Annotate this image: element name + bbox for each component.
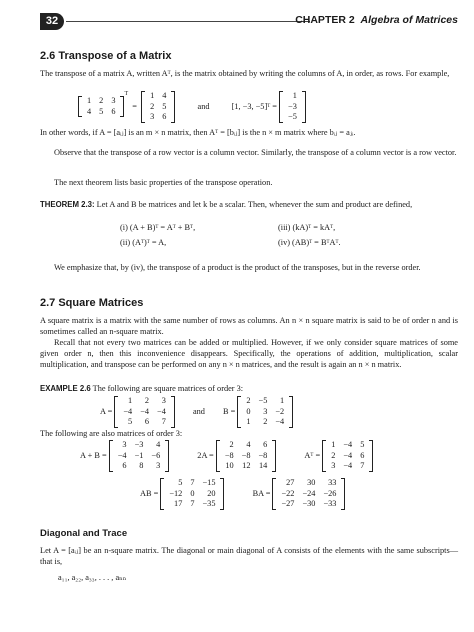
matrix-cell: 2 <box>263 417 268 426</box>
matrix-cell: −33 <box>323 499 337 508</box>
matrix-cell: 6 <box>144 417 150 426</box>
matrix-cell: −30 <box>302 499 316 508</box>
theorem-prop-iv: (iv) (AB)ᵀ = BᵀAᵀ. <box>278 238 341 247</box>
example-and: and <box>197 102 210 112</box>
section-title-2-7: 2.7 Square Matrices <box>40 297 144 309</box>
matrix-cell: 2 <box>229 440 234 449</box>
label-and: and <box>192 407 205 417</box>
matrix-cell: −8 <box>258 450 268 460</box>
matrix-cell: −8 <box>241 450 251 460</box>
theorem-2-3 <box>40 199 458 210</box>
matrix-cell: 0 <box>190 488 195 498</box>
matrix-cell: 14 <box>259 461 268 470</box>
matrix-cell: −4 <box>140 406 150 416</box>
matrix-cell: 2 <box>144 396 150 405</box>
matrix-cell: 3 <box>263 406 268 416</box>
matrix-cell: −4 <box>343 450 353 460</box>
matrix-A <box>114 396 174 428</box>
matrix-cell: 3 <box>161 396 166 405</box>
matrix-cell: 6 <box>111 106 116 116</box>
matrix-cell: 12 <box>242 461 251 470</box>
matrix-cell: 0 <box>246 406 251 416</box>
label-BA: BA = <box>252 489 271 499</box>
matrix-cell: −35 <box>202 499 216 508</box>
matrix-ex2-transpose <box>279 91 306 123</box>
diagonal-sequence: a₁₁, a₂₂, a₃₃, . . . , aₙₙ <box>58 573 127 582</box>
matrix-cell: −6 <box>151 450 161 460</box>
matrix-cell: −15 <box>202 478 216 487</box>
matrix-A-transpose <box>322 440 373 472</box>
label-AB: AB = <box>140 489 159 499</box>
section-title-2-6: 2.6 Transpose of a Matrix <box>40 50 172 62</box>
matrix-ex1-transpose <box>141 91 175 123</box>
paragraph-square-ops: Recall that not every two matrices can be added or multiplied. However, if we only consider square matrices of some given order n, then this inconvenience disappears. Specifically, the operations of addition, multiplication, scalar multiplication, and transpose can be performed on any n × n matrices, and the result is again an n × n matrix. <box>40 338 458 369</box>
matrix-cell: −3 <box>288 101 297 111</box>
matrix-cell: −5 <box>258 396 268 405</box>
matrix-cell: 3 <box>331 461 336 470</box>
matrix-cell: 1 <box>87 96 92 106</box>
matrix-cell: 5 <box>162 101 167 111</box>
matrix-cell: 3 <box>122 440 127 449</box>
matrix-cell: 7 <box>360 461 365 470</box>
matrix-cell: 5 <box>360 440 365 449</box>
row-vector-expr: [1, −3, −5]ᵀ = <box>231 102 277 112</box>
matrix-cell: 1 <box>331 440 336 449</box>
theorem-prop-ii: (ii) (Aᵀ)ᵀ = A, <box>120 238 167 247</box>
example-2-6 <box>40 383 458 394</box>
matrix-cell: 6 <box>360 450 365 460</box>
matrix-A-plus-B <box>109 440 169 472</box>
paragraph-transpose-def: The transpose of a matrix A, written Aᵀ, is the matrix obtained by writing the columns of A, in order, as rows. For example, <box>40 69 450 78</box>
matrix-cell: 2 <box>150 101 155 111</box>
matrix-B <box>237 396 293 428</box>
paragraph-square-def: A square matrix is a matrix with the same number of rows as columns. An n × n square matrix is said to be of order n and is sometimes called an n-square matrix. <box>40 316 458 336</box>
matrices-A-B <box>100 396 293 428</box>
matrix-cell: 7 <box>161 417 166 426</box>
label-B: B = <box>223 407 236 417</box>
subsection-diagonal-trace: Diagonal and Trace <box>40 528 128 539</box>
example-also-text: The following are also matrices of order 3: <box>40 429 183 438</box>
matrix-cell: 4 <box>162 91 167 100</box>
matrix-cell: −4 <box>343 461 353 470</box>
matrix-cell: −4 <box>275 417 285 426</box>
matrix-cell: −3 <box>134 440 144 449</box>
matrix-cell: 20 <box>207 488 216 498</box>
example-text: The following are square matrices of order 3: <box>92 384 244 393</box>
transpose-example: 1 2 3 4 5 6 $^T$ = 1 4 2 5 3 6 and [1, −3, −5]ᵀ = 1 −3 −5 <box>78 91 306 123</box>
matrix-cell: −24 <box>302 488 316 498</box>
matrix-cell: 30 <box>307 478 316 487</box>
matrix-ex1 <box>78 96 124 117</box>
paragraph-next-theorem: The next theorem lists basic properties of the transpose operation. <box>54 178 273 187</box>
chapter-number: CHAPTER 2 <box>295 14 355 26</box>
label-AT: Aᵀ = <box>304 451 321 461</box>
matrix-cell: 7 <box>190 499 195 508</box>
theorem-label: THEOREM 2.3: <box>40 200 95 209</box>
matrix-BA <box>272 478 345 510</box>
matrix-cell: −22 <box>281 488 295 498</box>
matrix-cell: 2 <box>331 450 336 460</box>
theorem-prop-iii: (iii) (kA)ᵀ = kAᵀ, <box>278 223 336 232</box>
matrix-cell: 6 <box>263 440 268 449</box>
matrix-cell: 6 <box>122 461 127 470</box>
chapter-heading <box>295 14 458 26</box>
matrix-cell: 3 <box>150 112 155 121</box>
label-A: A = <box>100 407 113 417</box>
matrix-cell: 4 <box>156 440 161 449</box>
matrix-cell: −4 <box>343 440 353 449</box>
matrix-cell: 10 <box>225 461 234 470</box>
theorem-prop-i: (i) (A + B)ᵀ = Aᵀ + Bᵀ, <box>120 223 196 232</box>
matrix-cell: 1 <box>280 396 285 405</box>
paragraph-transpose-general: In other words, if A = [aᵢⱼ] is an m × n matrix, then Aᵀ = [bᵢⱼ] is the n × m matrix where bᵢⱼ = aⱼᵢ. <box>40 128 356 137</box>
theorem-text: Let A and B be matrices and let k be a scalar. Then, whenever the sum and product are defined, <box>96 200 413 209</box>
matrix-AB <box>160 478 224 510</box>
matrix-cell: 17 <box>174 499 183 508</box>
paragraph-reverse-order: We emphasize that, by (iv), the transpose of a product is the product of the transposes, but in the reverse order. <box>54 263 421 272</box>
matrix-cell: 4 <box>87 106 92 116</box>
matrix-cell: 6 <box>162 112 167 121</box>
matrix-cell: 27 <box>286 478 295 487</box>
paragraph-diagonal-def: Let A = [aᵢⱼ] be an n-square matrix. The diagonal or main diagonal of A consists of the elements with the same subscripts—that is, <box>40 546 458 566</box>
matrix-cell: −12 <box>169 488 183 498</box>
matrix-cell: 3 <box>111 96 116 106</box>
matrix-cell: 3 <box>156 461 161 470</box>
matrix-cell: 33 <box>328 478 337 487</box>
matrix-cell: −5 <box>288 112 297 121</box>
matrix-2A <box>216 440 276 472</box>
matrix-cell: −27 <box>281 499 295 508</box>
matrix-cell: 5 <box>99 106 104 116</box>
label-2A: 2A = <box>197 451 214 461</box>
matrix-cell: 1 <box>292 91 297 100</box>
matrix-cell: −8 <box>224 450 234 460</box>
matrix-cell: 2 <box>99 96 104 106</box>
matrix-cell: 1 <box>150 91 155 100</box>
matrices-AB-BA <box>140 478 345 510</box>
matrix-cell: −4 <box>157 406 166 416</box>
matrix-cell: 7 <box>190 478 195 487</box>
matrix-cell: 5 <box>178 478 183 487</box>
matrix-cell: −26 <box>323 488 337 498</box>
matrix-cell: 1 <box>246 417 251 426</box>
matrix-cell: 2 <box>246 396 251 405</box>
label-ApB: A + B = <box>80 451 107 461</box>
page-number: 32 <box>40 13 64 30</box>
matrix-cell: −1 <box>134 450 144 460</box>
matrices-ApB-2A-AT <box>80 440 373 472</box>
matrix-cell: −4 <box>123 406 133 416</box>
example-label: EXAMPLE 2.6 <box>40 384 91 393</box>
matrix-cell: 8 <box>139 461 144 470</box>
matrix-cell: −2 <box>275 406 285 416</box>
matrix-cell: 5 <box>128 417 133 426</box>
matrix-cell: 4 <box>246 440 251 449</box>
chapter-title: Algebra of Matrices <box>360 14 458 26</box>
matrix-cell: 1 <box>128 396 133 405</box>
paragraph-row-column: Observe that the transpose of a row vector is a column vector. Similarly, the transpose of a column vector is a row vector. <box>54 148 457 157</box>
header-rule <box>66 21 310 22</box>
page-header <box>40 13 458 31</box>
matrix-cell: −4 <box>117 450 127 460</box>
